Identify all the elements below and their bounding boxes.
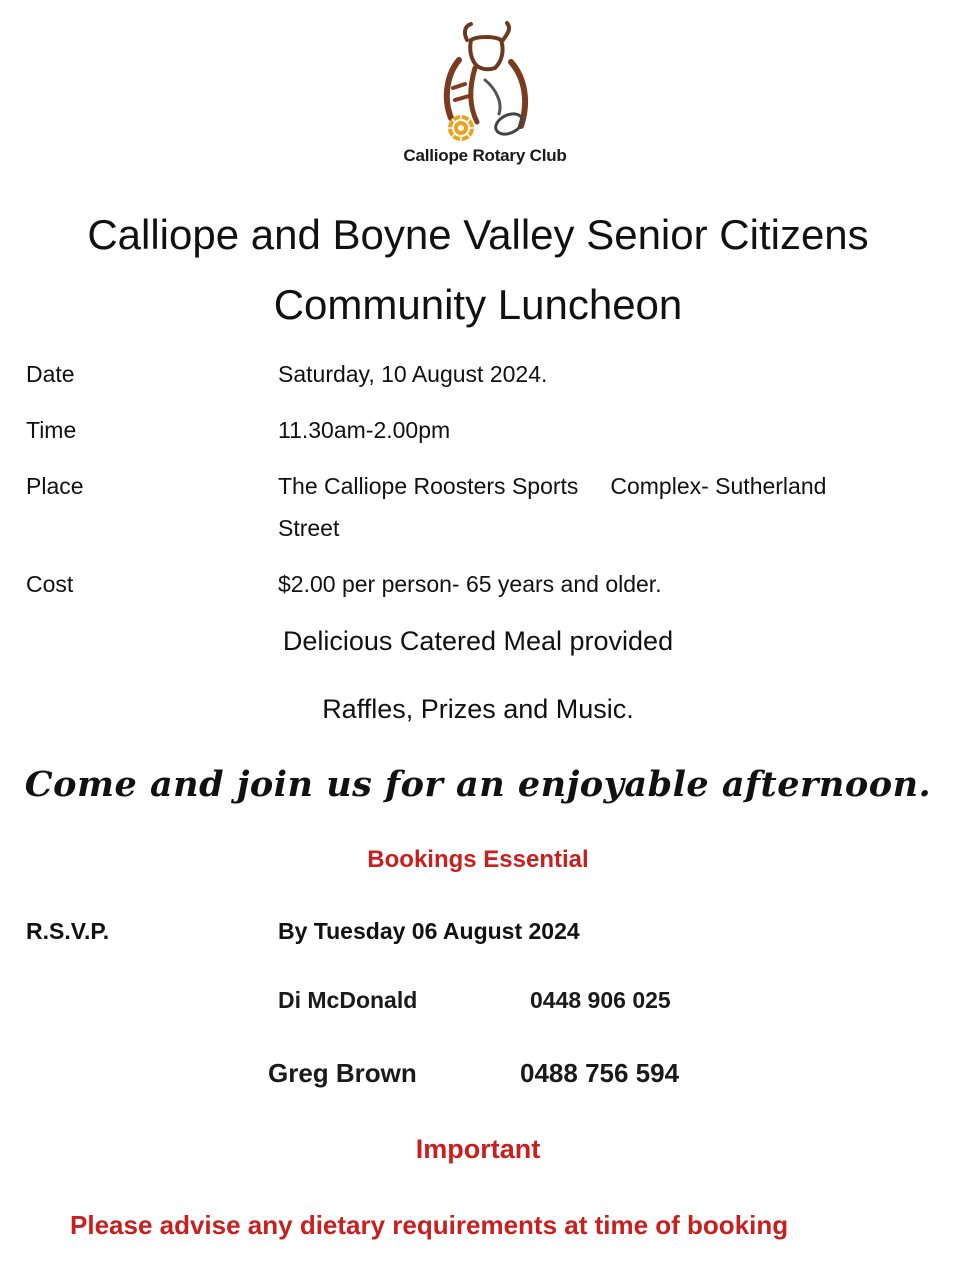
rsvp-label: R.S.V.P. [26, 918, 110, 944]
invite-line: Come and join us for an enjoyable afternoon. [24, 764, 932, 805]
contact-phone-1: 0448 906 025 [530, 987, 671, 1013]
rsvp-by: By Tuesday 06 August 2024 [278, 918, 580, 944]
place-label: Place [26, 473, 84, 499]
title-line-1: Calliope and Boyne Valley Senior Citizens [87, 211, 869, 258]
time-label: Time [26, 417, 77, 443]
club-name: Calliope Rotary Club [403, 146, 567, 165]
place-value-line-1: The Calliope Roosters Sports Complex- Sutherland [278, 473, 827, 499]
important-heading: Important [415, 1134, 541, 1164]
dietary-message: Please advise any dietary requirements at time of booking [70, 1210, 789, 1240]
cost-value: $2.00 per person- 65 years and older. [278, 571, 662, 597]
cost-label: Cost [26, 571, 74, 597]
contact-name-1: Di McDonald [278, 987, 418, 1013]
title-line-2: Community Luncheon [273, 281, 683, 328]
meal-line: Delicious Catered Meal provided [282, 626, 674, 656]
contact-phone-2: 0488 756 594 [520, 1058, 680, 1088]
date-label: Date [26, 361, 75, 387]
extras-line: Raffles, Prizes and Music. [322, 694, 634, 724]
bull-logo-icon [425, 18, 545, 148]
club-logo [380, 18, 590, 178]
place-value-line-2: Street [278, 515, 340, 541]
time-value: 11.30am-2.00pm [278, 417, 451, 443]
contact-name-2: Greg Brown [268, 1058, 417, 1088]
bookings-notice: Bookings Essential [367, 846, 589, 873]
date-value: Saturday, 10 August 2024. [278, 361, 548, 387]
